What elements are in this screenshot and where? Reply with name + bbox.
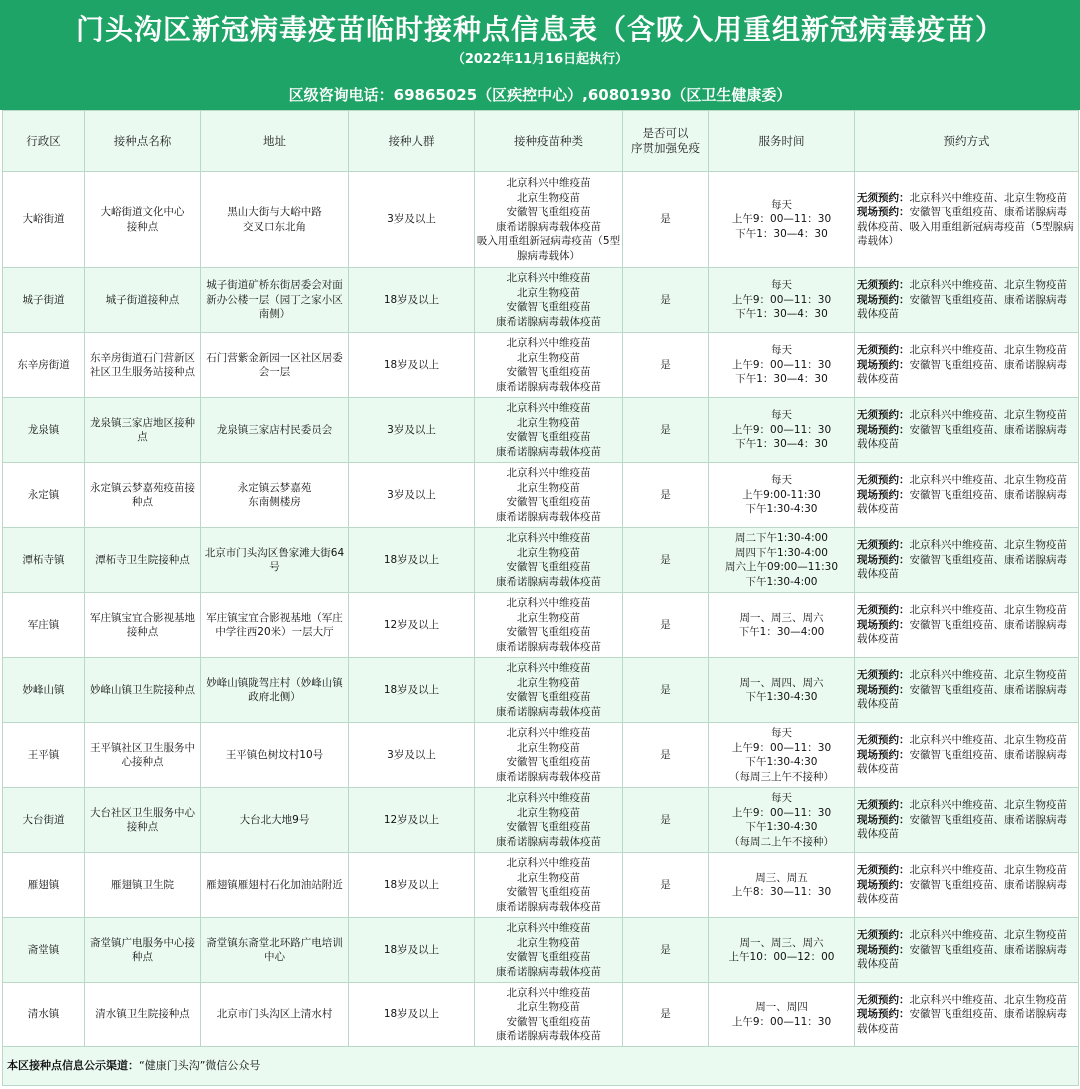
address-cell: 龙泉镇三家店村民委员会 <box>201 398 349 463</box>
vaccine-types-cell: 北京科兴中维疫苗 北京生物疫苗 安徽智飞重组疫苗 康希诺腺病毒载体疫苗 <box>475 268 623 333</box>
eligible-people-cell: 18岁及以上 <box>349 658 475 723</box>
no-appointment-vaccines: 北京科兴中维疫苗、北京生物疫苗 <box>909 409 1067 422</box>
booking-method-cell <box>855 918 1079 983</box>
vaccine-types-cell: 北京科兴中维疫苗 北京生物疫苗 安徽智飞重组疫苗 康希诺腺病毒载体疫苗 吸入用重组新冠病毒疫苗（5型 腺病毒载体） <box>475 172 623 268</box>
no-appointment-vaccines: 北京科兴中维疫苗、北京生物疫苗 <box>909 799 1067 812</box>
no-appointment-vaccines: 北京科兴中维疫苗、北京生物疫苗 <box>909 929 1067 942</box>
table-header-row <box>3 111 1079 172</box>
no-appointment-label: 无须预约： <box>857 279 910 292</box>
onsite-appointment-vaccines: 安徽智飞重组疫苗、康希诺腺病毒载体疫苗 <box>857 878 1067 906</box>
sequential-booster-cell: 是 <box>623 172 709 268</box>
eligible-people-cell: 3岁及以上 <box>349 463 475 528</box>
table-row <box>3 268 1079 333</box>
address-cell: 军庄镇宝宜合影视基地（军庄中学往西20米）一层大厅 <box>201 593 349 658</box>
booking-method-cell <box>855 788 1079 853</box>
no-appointment-label: 无须预约： <box>857 409 910 422</box>
onsite-appointment-label: 现场预约： <box>857 358 910 371</box>
sequential-booster-cell: 是 <box>623 333 709 398</box>
no-appointment-label: 无须预约： <box>857 864 910 877</box>
address-cell: 王平镇色树坟村10号 <box>201 723 349 788</box>
onsite-appointment-vaccines: 安徽智飞重组疫苗、康希诺腺病毒载体疫苗 <box>857 683 1067 711</box>
service-hours-cell: 周一、周三、周六 下午1：30—4:00 <box>709 593 855 658</box>
no-appointment-vaccines: 北京科兴中维疫苗、北京生物疫苗 <box>909 191 1067 204</box>
vaccination-sites-table <box>2 110 1079 1086</box>
table-row <box>3 723 1079 788</box>
table-row <box>3 172 1079 268</box>
eligible-people-cell: 18岁及以上 <box>349 983 475 1047</box>
district-cell: 龙泉镇 <box>3 398 85 463</box>
onsite-appointment-label: 现场预约： <box>857 553 910 566</box>
service-hours-cell: 每天 上午9：00—11：30 下午1：30—4：30 <box>709 172 855 268</box>
address-cell: 永定镇云梦嘉苑 东南侧楼房 <box>201 463 349 528</box>
site-name-cell: 斋堂镇广电服务中心接种点 <box>85 918 201 983</box>
service-hours-cell: 每天 上午9：00—11：30 下午1：30—4：30 <box>709 333 855 398</box>
district-cell: 妙峰山镇 <box>3 658 85 723</box>
district-cell: 潭柘寺镇 <box>3 528 85 593</box>
service-hours-cell: 周三、周五 上午8：30—11：30 <box>709 853 855 918</box>
address-cell: 斋堂镇东斋堂北环路广电培训中心 <box>201 918 349 983</box>
onsite-appointment-vaccines: 安徽智飞重组疫苗、康希诺腺病毒载体疫苗 <box>857 293 1067 321</box>
onsite-appointment-label: 现场预约： <box>857 618 910 631</box>
eligible-people-cell: 3岁及以上 <box>349 723 475 788</box>
site-name-cell: 东辛房街道石门营新区社区卫生服务站接种点 <box>85 333 201 398</box>
onsite-appointment-label: 现场预约： <box>857 488 910 501</box>
hotline-label: 区级咨询电话： <box>288 86 394 104</box>
page-title: 门头沟区新冠病毒疫苗临时接种点信息表（含吸入用重组新冠病毒疫苗） <box>75 13 1004 46</box>
address-cell: 大台北大地9号 <box>201 788 349 853</box>
no-appointment-label: 无须预约： <box>857 799 910 812</box>
onsite-appointment-vaccines: 安徽智飞重组疫苗、康希诺腺病毒载体疫苗、吸入用重组新冠病毒疫苗（5型腺病毒载体） <box>857 206 1074 247</box>
onsite-appointment-vaccines: 安徽智飞重组疫苗、康希诺腺病毒载体疫苗 <box>857 618 1067 646</box>
col-header: 接种人群 <box>349 111 475 172</box>
site-name-cell: 龙泉镇三家店地区接种点 <box>85 398 201 463</box>
eligible-people-cell: 18岁及以上 <box>349 528 475 593</box>
booking-method-cell <box>855 983 1079 1047</box>
vaccine-types-cell: 北京科兴中维疫苗 北京生物疫苗 安徽智飞重组疫苗 康希诺腺病毒载体疫苗 <box>475 463 623 528</box>
no-appointment-vaccines: 北京科兴中维疫苗、北京生物疫苗 <box>909 864 1067 877</box>
table-row <box>3 398 1079 463</box>
col-header: 地址 <box>201 111 349 172</box>
no-appointment-label: 无须预约： <box>857 539 910 552</box>
onsite-appointment-vaccines: 安徽智飞重组疫苗、康希诺腺病毒载体疫苗 <box>857 943 1067 971</box>
eligible-people-cell: 18岁及以上 <box>349 918 475 983</box>
footer-label: 本区接种点信息公示渠道： <box>7 1058 139 1072</box>
vaccine-types-cell: 北京科兴中维疫苗 北京生物疫苗 安徽智飞重组疫苗 康希诺腺病毒载体疫苗 <box>475 788 623 853</box>
onsite-appointment-vaccines: 安徽智飞重组疫苗、康希诺腺病毒载体疫苗 <box>857 358 1067 386</box>
no-appointment-label: 无须预约： <box>857 734 910 747</box>
no-appointment-label: 无须预约： <box>857 993 910 1006</box>
sequential-booster-cell: 是 <box>623 723 709 788</box>
booking-method-cell <box>855 333 1079 398</box>
site-name-cell: 军庄镇宝宜合影视基地接种点 <box>85 593 201 658</box>
onsite-appointment-label: 现场预约： <box>857 878 910 891</box>
site-name-cell: 城子街道接种点 <box>85 268 201 333</box>
table-row <box>3 463 1079 528</box>
onsite-appointment-vaccines: 安徽智飞重组疫苗、康希诺腺病毒载体疫苗 <box>857 748 1067 776</box>
table-row <box>3 853 1079 918</box>
no-appointment-label: 无须预约： <box>857 344 910 357</box>
district-cell: 雁翅镇 <box>3 853 85 918</box>
onsite-appointment-label: 现场预约： <box>857 206 910 218</box>
no-appointment-vaccines: 北京科兴中维疫苗、北京生物疫苗 <box>909 539 1067 552</box>
no-appointment-vaccines: 北京科兴中维疫苗、北京生物疫苗 <box>909 279 1067 292</box>
table-row <box>3 528 1079 593</box>
booking-method-cell <box>855 658 1079 723</box>
table-row <box>3 333 1079 398</box>
col-header: 是否可以 序贯加强免疫 <box>623 111 709 172</box>
site-name-cell: 妙峰山镇卫生院接种点 <box>85 658 201 723</box>
onsite-appointment-vaccines: 安徽智飞重组疫苗、康希诺腺病毒载体疫苗 <box>857 553 1067 581</box>
onsite-appointment-label: 现场预约： <box>857 1008 910 1021</box>
col-header: 接种疫苗种类 <box>475 111 623 172</box>
table-row <box>3 593 1079 658</box>
vaccine-types-cell: 北京科兴中维疫苗 北京生物疫苗 安徽智飞重组疫苗 康希诺腺病毒载体疫苗 <box>475 853 623 918</box>
onsite-appointment-vaccines: 安徽智飞重组疫苗、康希诺腺病毒载体疫苗 <box>857 488 1067 516</box>
onsite-appointment-label: 现场预约： <box>857 813 910 826</box>
no-appointment-vaccines: 北京科兴中维疫苗、北京生物疫苗 <box>909 474 1067 487</box>
vaccine-types-cell: 北京科兴中维疫苗 北京生物疫苗 安徽智飞重组疫苗 康希诺腺病毒载体疫苗 <box>475 398 623 463</box>
no-appointment-label: 无须预约： <box>857 604 910 617</box>
service-hours-cell: 每天 上午9：00—11：30 下午1:30-4:30 （每周二上午不接种） <box>709 788 855 853</box>
sequential-booster-cell: 是 <box>623 463 709 528</box>
footer-note <box>3 1047 1079 1086</box>
onsite-appointment-label: 现场预约： <box>857 943 910 956</box>
no-appointment-label: 无须预约： <box>857 474 910 487</box>
onsite-appointment-label: 现场预约： <box>857 748 910 761</box>
eligible-people-cell: 3岁及以上 <box>349 398 475 463</box>
district-cell: 永定镇 <box>3 463 85 528</box>
booking-method-cell <box>855 398 1079 463</box>
no-appointment-vaccines: 北京科兴中维疫苗、北京生物疫苗 <box>909 734 1067 747</box>
site-name-cell: 王平镇社区卫生服务中心接种点 <box>85 723 201 788</box>
hotline-numbers: 69865025（区疾控中心）,60801930（区卫生健康委） <box>393 86 792 104</box>
booking-method-cell <box>855 593 1079 658</box>
no-appointment-vaccines: 北京科兴中维疫苗、北京生物疫苗 <box>909 604 1067 617</box>
eligible-people-cell: 18岁及以上 <box>349 333 475 398</box>
vaccine-types-cell: 北京科兴中维疫苗 北京生物疫苗 安徽智飞重组疫苗 康希诺腺病毒载体疫苗 <box>475 333 623 398</box>
site-name-cell: 大台社区卫生服务中心接种点 <box>85 788 201 853</box>
district-cell: 大峪街道 <box>3 172 85 268</box>
address-cell: 城子街道矿桥东街居委会对面新办公楼一层（园丁之家小区南侧） <box>201 268 349 333</box>
sequential-booster-cell: 是 <box>623 918 709 983</box>
booking-method-cell <box>855 853 1079 918</box>
site-name-cell: 清水镇卫生院接种点 <box>85 983 201 1047</box>
district-cell: 斋堂镇 <box>3 918 85 983</box>
booking-method-cell <box>855 723 1079 788</box>
sequential-booster-cell: 是 <box>623 983 709 1047</box>
address-cell: 石门营紫金新园一区社区居委会一层 <box>201 333 349 398</box>
address-cell: 妙峰山镇陇驾庄村（妙峰山镇政府北侧） <box>201 658 349 723</box>
col-header: 预约方式 <box>855 111 1079 172</box>
no-appointment-vaccines: 北京科兴中维疫苗、北京生物疫苗 <box>909 344 1067 357</box>
service-hours-cell: 周一、周四 上午9：00—11：30 <box>709 983 855 1047</box>
sequential-booster-cell: 是 <box>623 788 709 853</box>
onsite-appointment-vaccines: 安徽智飞重组疫苗、康希诺腺病毒载体疫苗 <box>857 423 1067 451</box>
table-row <box>3 788 1079 853</box>
table-row <box>3 918 1079 983</box>
vaccine-types-cell: 北京科兴中维疫苗 北京生物疫苗 安徽智飞重组疫苗 康希诺腺病毒载体疫苗 <box>475 593 623 658</box>
footer-channel: “健康门头沟”微信公众号 <box>139 1058 261 1072</box>
eligible-people-cell: 18岁及以上 <box>349 853 475 918</box>
address-cell: 北京市门头沟区上清水村 <box>201 983 349 1047</box>
service-hours-cell: 每天 上午9：00—11：30 下午1：30—4：30 <box>709 398 855 463</box>
vaccine-types-cell: 北京科兴中维疫苗 北京生物疫苗 安徽智飞重组疫苗 康希诺腺病毒载体疫苗 <box>475 528 623 593</box>
col-header: 服务时间 <box>709 111 855 172</box>
sequential-booster-cell: 是 <box>623 528 709 593</box>
district-cell: 大台街道 <box>3 788 85 853</box>
address-cell: 黑山大街与大峪中路 交叉口东北角 <box>201 172 349 268</box>
vaccine-types-cell: 北京科兴中维疫苗 北京生物疫苗 安徽智飞重组疫苗 康希诺腺病毒载体疫苗 <box>475 723 623 788</box>
effective-date: （2022年11月16日起执行） <box>451 52 629 67</box>
onsite-appointment-vaccines: 安徽智飞重组疫苗、康希诺腺病毒载体疫苗 <box>857 813 1067 841</box>
service-hours-cell: 每天 上午9：00—11：30 下午1：30—4：30 <box>709 268 855 333</box>
sequential-booster-cell: 是 <box>623 658 709 723</box>
sequential-booster-cell: 是 <box>623 853 709 918</box>
table-row <box>3 983 1079 1047</box>
sequential-booster-cell: 是 <box>623 398 709 463</box>
district-cell: 王平镇 <box>3 723 85 788</box>
vaccine-types-cell: 北京科兴中维疫苗 北京生物疫苗 安徽智飞重组疫苗 康希诺腺病毒载体疫苗 <box>475 983 623 1047</box>
booking-method-cell <box>855 528 1079 593</box>
service-hours-cell: 周一、周四、周六 下午1:30-4:30 <box>709 658 855 723</box>
service-hours-cell: 周一、周三、周六 上午10：00—12：00 <box>709 918 855 983</box>
col-header: 接种点名称 <box>85 111 201 172</box>
district-cell: 东辛房街道 <box>3 333 85 398</box>
eligible-people-cell: 18岁及以上 <box>349 268 475 333</box>
hotline <box>0 84 1080 105</box>
booking-method-cell <box>855 268 1079 333</box>
address-cell: 雁翅镇雁翅村石化加油站附近 <box>201 853 349 918</box>
district-cell: 军庄镇 <box>3 593 85 658</box>
site-name-cell: 永定镇云梦嘉苑疫苗接种点 <box>85 463 201 528</box>
onsite-appointment-vaccines: 安徽智飞重组疫苗、康希诺腺病毒载体疫苗 <box>857 1008 1067 1035</box>
no-appointment-vaccines: 北京科兴中维疫苗、北京生物疫苗 <box>909 993 1067 1006</box>
site-name-cell: 潭柘寺卫生院接种点 <box>85 528 201 593</box>
address-cell: 北京市门头沟区鲁家滩大街64号 <box>201 528 349 593</box>
eligible-people-cell: 3岁及以上 <box>349 172 475 268</box>
no-appointment-vaccines: 北京科兴中维疫苗、北京生物疫苗 <box>909 669 1067 682</box>
footer-row <box>3 1047 1079 1086</box>
service-hours-cell: 每天 上午9：00—11：30 下午1:30-4:30 （每周三上午不接种） <box>709 723 855 788</box>
booking-method-cell <box>855 172 1079 268</box>
vaccine-types-cell: 北京科兴中维疫苗 北京生物疫苗 安徽智飞重组疫苗 康希诺腺病毒载体疫苗 <box>475 658 623 723</box>
no-appointment-label: 无须预约： <box>857 669 910 682</box>
booking-method-cell <box>855 463 1079 528</box>
district-cell: 清水镇 <box>3 983 85 1047</box>
no-appointment-label: 无须预约： <box>857 191 910 204</box>
onsite-appointment-label: 现场预约： <box>857 293 910 306</box>
eligible-people-cell: 12岁及以上 <box>349 788 475 853</box>
service-hours-cell: 周二下午1:30-4:00 周四下午1:30-4:00 周六上午09:00—11:30 下午1:30-4:00 <box>709 528 855 593</box>
onsite-appointment-label: 现场预约： <box>857 423 910 436</box>
sequential-booster-cell: 是 <box>623 593 709 658</box>
site-name-cell: 雁翅镇卫生院 <box>85 853 201 918</box>
onsite-appointment-label: 现场预约： <box>857 683 910 696</box>
col-header: 行政区 <box>3 111 85 172</box>
service-hours-cell: 每天 上午9:00-11:30 下午1:30-4:30 <box>709 463 855 528</box>
sequential-booster-cell: 是 <box>623 268 709 333</box>
district-cell: 城子街道 <box>3 268 85 333</box>
header-banner <box>0 0 1080 110</box>
site-name-cell: 大峪街道文化中心 接种点 <box>85 172 201 268</box>
eligible-people-cell: 12岁及以上 <box>349 593 475 658</box>
table-row <box>3 658 1079 723</box>
vaccine-types-cell: 北京科兴中维疫苗 北京生物疫苗 安徽智飞重组疫苗 康希诺腺病毒载体疫苗 <box>475 918 623 983</box>
no-appointment-label: 无须预约： <box>857 929 910 942</box>
